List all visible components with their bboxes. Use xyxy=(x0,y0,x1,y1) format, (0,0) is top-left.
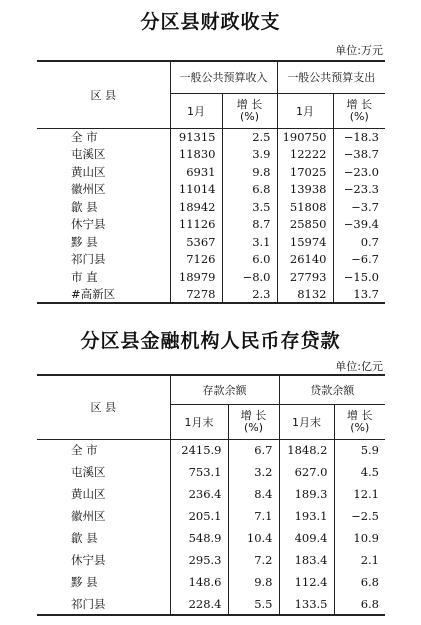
cell-deposit: 205.1 xyxy=(170,505,228,527)
cell-loan: 112.4 xyxy=(279,571,334,593)
region-name: 休宁县 xyxy=(71,553,106,567)
cell-loan-growth: 6.8 xyxy=(334,571,385,593)
cell-deposit-growth: 3.2 xyxy=(228,461,279,483)
fiscal-header-income: 一般公共预算收入 xyxy=(170,61,277,93)
cell-expense: 13938 xyxy=(277,181,333,199)
cell-expense-growth: −23.3 xyxy=(333,181,385,199)
cell-income-growth: 6.8 xyxy=(222,181,277,199)
fiscal-header-region: 区 县 xyxy=(37,61,170,128)
growth-unit: (%) xyxy=(239,109,260,123)
cell-loan-growth: 2.1 xyxy=(334,549,385,571)
region-name: 黟 县 xyxy=(71,234,98,249)
cell-expense: 15974 xyxy=(277,233,333,251)
cell-income: 91315 xyxy=(170,128,222,146)
table-row xyxy=(37,439,385,461)
region-name: 歙 县 xyxy=(71,531,98,545)
cell-deposit: 228.4 xyxy=(170,593,228,615)
cell-income: 18979 xyxy=(170,268,222,286)
region-name: 黄山区 xyxy=(71,487,106,501)
region-name: 全 市 xyxy=(71,130,98,144)
cell-deposit-growth: 7.1 xyxy=(228,505,279,527)
finance-header-loan-growth xyxy=(334,404,385,439)
cell-expense-growth: 13.7 xyxy=(333,286,385,304)
region-name: 歙 县 xyxy=(71,199,98,214)
table-row xyxy=(37,233,385,251)
growth-unit: (%) xyxy=(243,420,264,434)
finance-header-row-1 xyxy=(37,375,385,404)
growth-label: 增 长 xyxy=(347,408,373,422)
cell-deposit: 548.9 xyxy=(170,527,228,549)
cell-loan: 133.5 xyxy=(279,593,334,615)
growth-label: 增 长 xyxy=(346,97,372,111)
cell-deposit: 148.6 xyxy=(170,571,228,593)
cell-deposit-growth: 10.4 xyxy=(228,527,279,549)
cell-deposit-growth: 8.4 xyxy=(228,483,279,505)
growth-label: 增 长 xyxy=(236,97,263,111)
table-row xyxy=(37,505,385,527)
finance-header-deposit-growth xyxy=(228,404,279,439)
finance-unit: 单位:亿元 xyxy=(335,360,383,373)
cell-expense: 25850 xyxy=(277,216,333,234)
cell-income: 6931 xyxy=(170,163,222,181)
cell-expense-growth: 0.7 xyxy=(333,233,385,251)
cell-income-growth: −8.0 xyxy=(222,268,277,286)
cell-expense-growth: −6.7 xyxy=(333,251,385,269)
table-row xyxy=(37,128,385,146)
cell-income-growth: 3.5 xyxy=(222,198,277,216)
fiscal-header-expense-month: 1月 xyxy=(277,93,333,128)
cell-expense: 8132 xyxy=(277,286,333,304)
table-row xyxy=(37,216,385,234)
region-name: 屯溪区 xyxy=(71,465,106,479)
table-row xyxy=(37,198,385,216)
cell-income-growth: 3.1 xyxy=(222,233,277,251)
fiscal-header-income-growth xyxy=(222,93,277,128)
cell-expense-growth: −38.7 xyxy=(333,146,385,164)
table-row xyxy=(37,549,385,571)
table-row xyxy=(37,163,385,181)
cell-expense: 17025 xyxy=(277,163,333,181)
finance-header-loan-month: 1月末 xyxy=(279,404,334,439)
cell-loan-growth: 6.8 xyxy=(334,593,385,615)
cell-loan-growth: 12.1 xyxy=(334,483,385,505)
cell-income: 11830 xyxy=(170,146,222,164)
table-row xyxy=(37,268,385,286)
table-row xyxy=(37,527,385,549)
table-row xyxy=(37,181,385,199)
cell-deposit: 236.4 xyxy=(170,483,228,505)
cell-loan: 1848.2 xyxy=(279,439,334,461)
region-name: 徽州区 xyxy=(71,509,106,523)
finance-body xyxy=(37,439,385,615)
cell-deposit-growth: 6.7 xyxy=(228,439,279,461)
region-name: 祁门县 xyxy=(37,593,170,615)
cell-expense: 190750 xyxy=(277,128,333,146)
cell-income-growth: 2.3 xyxy=(222,286,277,304)
table-row xyxy=(37,593,385,615)
cell-loan: 183.4 xyxy=(279,549,334,571)
cell-expense: 27793 xyxy=(277,268,333,286)
region-name: 黟 县 xyxy=(71,575,98,589)
cell-expense-growth: −23.0 xyxy=(333,163,385,181)
finance-header-deposit: 存款余额 xyxy=(170,375,279,404)
cell-loan-growth: 10.9 xyxy=(334,527,385,549)
fiscal-header-expense-growth xyxy=(333,93,385,128)
region-name: 屯溪区 xyxy=(71,147,106,162)
growth-unit: (%) xyxy=(350,420,370,434)
cell-deposit: 753.1 xyxy=(170,461,228,483)
fiscal-header-income-month: 1月 xyxy=(170,93,222,128)
growth-label: 增 长 xyxy=(240,408,267,422)
cell-income: 5367 xyxy=(170,233,222,251)
table-row xyxy=(37,286,385,304)
cell-expense: 51808 xyxy=(277,198,333,216)
cell-loan: 409.4 xyxy=(279,527,334,549)
region-name: 休宁县 xyxy=(71,217,106,232)
cell-expense: 26140 xyxy=(277,251,333,269)
finance-header-loan: 贷款余额 xyxy=(279,375,385,404)
growth-unit: (%) xyxy=(349,109,369,123)
finance-header-region: 区 县 xyxy=(37,375,170,439)
cell-loan: 189.3 xyxy=(279,483,334,505)
region-name: #高新区 xyxy=(37,286,170,304)
cell-expense-growth: −18.3 xyxy=(333,128,385,146)
cell-income: 7126 xyxy=(170,251,222,269)
cell-income: 7278 xyxy=(170,286,222,304)
cell-income: 18942 xyxy=(170,198,222,216)
finance-header-deposit-month: 1月末 xyxy=(170,404,228,439)
table-row xyxy=(37,483,385,505)
cell-expense-growth: −39.4 xyxy=(333,216,385,234)
fiscal-unit: 单位:万元 xyxy=(335,44,383,57)
cell-income: 11014 xyxy=(170,181,222,199)
cell-income-growth: 8.7 xyxy=(222,216,277,234)
fiscal-table xyxy=(37,60,385,304)
cell-income-growth: 3.9 xyxy=(222,146,277,164)
region-name: 全 市 xyxy=(71,443,98,458)
region-name: 市 直 xyxy=(71,269,98,284)
fiscal-body xyxy=(37,128,385,303)
cell-loan-growth: −2.5 xyxy=(334,505,385,527)
cell-expense-growth: −3.7 xyxy=(333,198,385,216)
finance-table xyxy=(37,374,385,616)
region-name: 徽州区 xyxy=(71,182,106,197)
fiscal-title: 分区县财政收支 xyxy=(140,11,281,33)
region-name: 黄山区 xyxy=(71,164,106,179)
finance-title: 分区县金融机构人民币存贷款 xyxy=(80,330,341,352)
table-row xyxy=(37,571,385,593)
cell-deposit: 2415.9 xyxy=(170,439,228,461)
table-row xyxy=(37,461,385,483)
cell-income-growth: 2.5 xyxy=(222,128,277,146)
cell-deposit-growth: 5.5 xyxy=(228,593,279,615)
cell-income-growth: 9.8 xyxy=(222,163,277,181)
cell-loan: 627.0 xyxy=(279,461,334,483)
cell-deposit: 295.3 xyxy=(170,549,228,571)
table-row xyxy=(37,146,385,164)
cell-deposit-growth: 9.8 xyxy=(228,571,279,593)
cell-loan-growth: 4.5 xyxy=(334,461,385,483)
cell-deposit-growth: 7.2 xyxy=(228,549,279,571)
cell-loan: 193.1 xyxy=(279,505,334,527)
fiscal-header-expense: 一般公共预算支出 xyxy=(277,61,385,93)
cell-income-growth: 6.0 xyxy=(222,251,277,269)
cell-expense-growth: −15.0 xyxy=(333,268,385,286)
cell-income: 11126 xyxy=(170,216,222,234)
cell-expense: 12222 xyxy=(277,146,333,164)
table-row xyxy=(37,251,385,269)
region-name: 祁门县 xyxy=(71,252,106,267)
cell-loan-growth: 5.9 xyxy=(334,439,385,461)
fiscal-header-row-1 xyxy=(37,61,385,93)
